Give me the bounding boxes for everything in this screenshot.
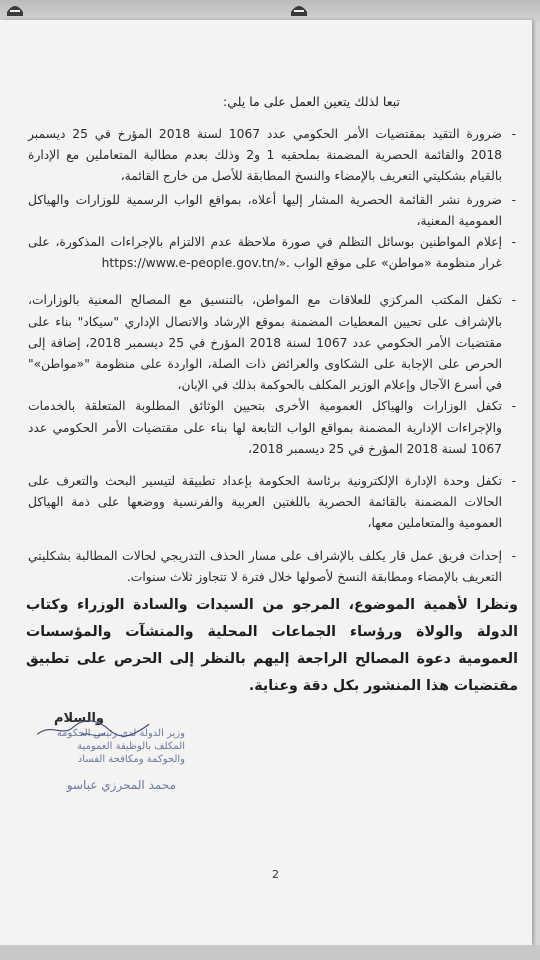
- list-item-text: تكفل الوزارات والهياكل العمومية الأخرى بتحيين الوثائق المطلوبة المتعلقة بالخدمات والإجراءات الإدارية المضمنة بمواقع الواب التابعة لها بناء على مقتضيات الأمر الحكومي عدد 1067 لسنة 2018 المؤرخ في 25 ديسمبر 2018،: [28, 399, 502, 456]
- list-item: [28, 190, 516, 232]
- bullet-dash-icon: -: [511, 192, 516, 207]
- list-item-text: ضرورة نشر القائمة الحصرية المشار إليها أعلاه، بمواقع الواب الرسمية للوزارات والهياكل العمومية المعنية،: [28, 192, 502, 228]
- list-item: [28, 290, 516, 396]
- eservice-url[interactable]: https://www.e-people.gov.tn/».: [101, 256, 290, 271]
- page-number: 2: [272, 868, 279, 881]
- list-item: [28, 232, 516, 274]
- stamp-line: والحوكمة ومكافحة الفساد: [77, 754, 185, 765]
- handwritten-signature: [30, 712, 160, 748]
- signatory-name: محمد المحرزي عباسو: [66, 778, 176, 792]
- bullet-dash-icon: -: [511, 235, 516, 250]
- top-edge: [0, 0, 540, 22]
- binding-mark-icon: [288, 0, 310, 18]
- list-item-text: تكفل وحدة الإدارة الإلكترونية برئاسة الحكومة بإعداد تطبيقة لتيسير البحث والتعرف على الحالات المضمنة بالقائمة الحصرية باللغتين العربية والفرنسية ووضعها على ذمة الهياكل العمومية والمتعاملين معها،: [28, 474, 502, 531]
- bullet-dash-icon: -: [511, 399, 516, 414]
- list-item: [28, 546, 516, 588]
- bullet-dash-icon: -: [511, 474, 516, 489]
- bullet-dash-icon: -: [511, 127, 516, 141]
- list-item: [28, 124, 516, 188]
- salutation: والسلام: [53, 711, 104, 726]
- bottom-edge: [0, 945, 540, 960]
- bullet-dash-icon: -: [511, 548, 516, 563]
- list-item: [28, 471, 516, 535]
- list-item-text: تكفل المكتب المركزي للعلاقات مع المواطن، بالتنسيق مع المصالح المعنية بالوزارات، بالإشراف على تحيين المعطيات المضمنة بموقع الإرشاد والاتصال الإداري "سيكاد" بناء على مقتضيات الأمر الحكومي عدد 1067 لسنة 2018 المؤرخ في 25 ديسمبر 2018، إضافة إلى الحرص على الإجابة على الشكاوى والعرائض ذات الصلة، الواردة على منظومة "«مواطن»" في أسرع الآجال وإعلام الوزير المكلف بالحوكمة بذلك في الإبان،: [28, 293, 502, 393]
- stamp-line: المكلف بالوظيفة العمومية: [77, 741, 185, 752]
- bullet-list: [28, 124, 516, 588]
- section-heading: تبعا لذلك يتعين العمل على ما يلي:: [223, 94, 400, 109]
- binding-mark-icon: [4, 0, 26, 18]
- list-item-text: ضرورة التقيد بمقتضيات الأمر الحكومي عدد 1067 لسنة 2018 المؤرخ في 25 ديسمبر 2018 والقائمة الحصرية المضمنة بملحقيه 1 و2 وذلك بعدم مطالبة المتعاملين مع الإدارة بالقيام بشكليتي التعريف بالإمضاء والنسخ المطابقة للأصل من خارج القائمة،: [28, 127, 502, 184]
- closing-paragraph: ونظرا لأهمية الموضوع، المرجو من السيدات والسادة الوزراء وكتاب الدولة والولاة ورؤساء الجماعات المحلية والمنشآت والمؤسسات العمومية دعوة المصالح الراجعة إليهم بالنظر إلى الحرص على تطبيق مقتضيات هذا المنشور بكل دقة وعناية.: [26, 597, 518, 694]
- list-item-text: إحداث فريق عمل قار يكلف بالإشراف على مسار الحذف التدريجي لحالات المطالبة بشكليتي التعريف بالإمضاء ومطابقة النسخ لأصولها خلال فترة لا تتجاوز ثلاث سنوات.: [28, 548, 502, 584]
- list-item-text: إعلام المواطنين بوسائل التظلم في صورة ملاحظة عدم الالتزام بالإجراءات المذكورة، على غرار منظومة «مواطن» على موقع الواب: [28, 235, 502, 271]
- bullet-dash-icon: -: [511, 293, 516, 308]
- list-item: [28, 396, 516, 460]
- stamp-line: وزير الدولة لدى رئيس الحكومة: [56, 728, 185, 739]
